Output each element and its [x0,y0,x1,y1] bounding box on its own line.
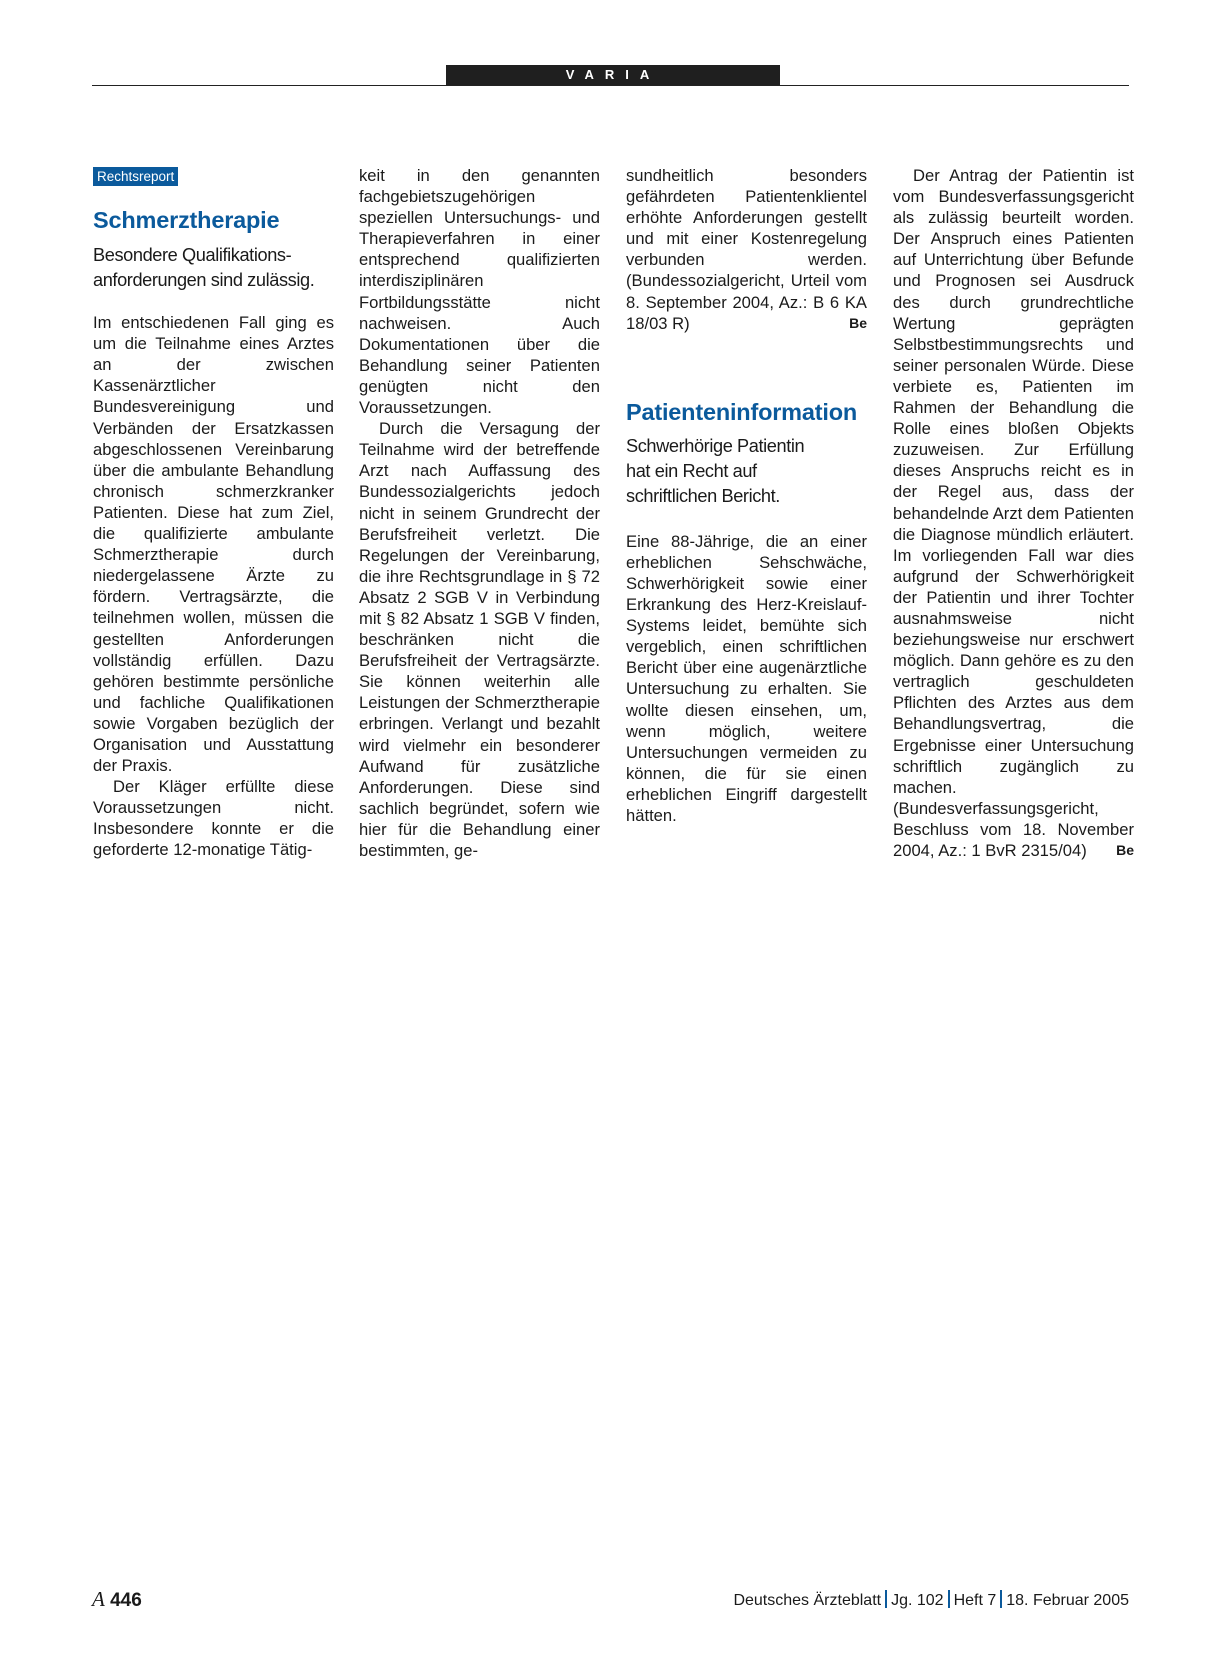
page-number-value: 446 [110,1590,142,1611]
article1-subtitle [93,243,334,292]
footer-citation [733,1590,1129,1610]
column-2 [359,165,600,861]
article2-signature: Be [1116,842,1134,859]
journal-name: Deutsches Ärzteblatt [733,1592,882,1609]
page-prefix: A [92,1587,105,1611]
journal-volume: Jg. 102 [891,1592,944,1609]
column-4 [893,165,1134,861]
article1-signature: Be [849,314,867,331]
footer-separator [948,1590,950,1608]
article2-paragraph1: Eine 88-Jährige, die an einer erheblichen Sehschwäche, Schwerhörigkeit sowie einer Erkrankung des Herz-Kreislauf-Systems leidet, bemühte sich vergeblich, einen schriftlichen Bericht über eine augenärztliche Untersuchung zu erhalten. Sie wollte diesen einsehen, um, wenn möglich, weitere Untersuchungen vermeiden zu können, die für sie einen erheblichen Eingriff dargestellt hätten. [626,531,867,825]
article1-paragraph3-part1: Durch die Versagung der Teilnahme wird der betreffende Arzt nach Auffassung des Bundessozialgerichts jedoch nicht in seinem Grundrecht der Berufsfreiheit verletzt. Die Regelungen der Vereinbarung, die ihre Rechtsgrundlage in § 72 Absatz 2 SGB V in Verbindung mit § 82 Absatz 1 SGB V finden, beschränken nicht die Berufsfreiheit der Vertragsärzte. Sie können weiterhin alle Leistungen der Schmerztherapie erbringen. Verlangt und bezahlt wird vielmehr ein besonderer Aufwand für zusätzliche Anforderungen. Diese sind sachlich begründet, sofern wie hier für die Behandlung einer bestimmten, ge- [359,419,600,860]
journal-issue: Heft 7 [953,1592,997,1609]
article2-title: Patienteninformation [626,398,858,425]
article1-paragraph2-part2: keit in den genannten fachgebietszugehörigen speziellen Untersuchungs- und Therapieverfahren in einer entsprechend qualifizierten interdisziplinären Fortbildungsstätte nicht nachweisen. Auch Dokumentationen über die Behandlung seiner Patienten genügten nicht den Voraussetzungen. [359,166,600,418]
header-rule [92,85,1129,86]
article1-title: Schmerztherapie [93,207,280,234]
journal-date: 18. Februar 2005 [1006,1592,1129,1609]
rubric-tag: Rechtsreport [93,167,178,186]
article2-subtitle-line1: Schwerhörige Patientin [626,435,805,456]
article2-subtitle-line3: schriftlichen Bericht. [626,485,780,506]
footer-separator [885,1590,887,1608]
column-1 [93,165,334,861]
article1-subtitle-line2: anforderungen sind zulässig. [93,269,315,290]
article1-subtitle-line1: Besondere Qualifikations- [93,245,292,266]
section-header: VARIA [446,65,780,85]
article2-subtitle-line2: hat ein Recht auf [626,460,757,481]
column-3 [626,165,867,826]
article1-paragraph2-part1: Der Kläger erfüllte diese Voraussetzungen nicht. Insbesondere konnte er die geforderte 12-monatige Tätig- [93,777,334,860]
page-number [92,1587,142,1612]
footer-separator [1000,1590,1002,1608]
article1-paragraph1: Im entschiedenen Fall ging es um die Teilnahme eines Arztes an der zwischen Kassenärztlicher Bundesvereinigung und Verbänden der Ersatzkassen abgeschlossenen Vereinbarung über die ambulante Behandlung chronisch schmerzkranker Patienten. Diese hat zum Ziel, die qualifizierte ambulante Schmerztherapie durch niedergelassene Ärzte zu fördern. Vertragsärzte, die teilnehmen wollen, müssen die gestellten Anforderungen vollständig erfüllen. Dazu gehören bestimmte persönliche und fachliche Qualifikationen sowie Vorgaben bezüglich der Organisation und Ausstattung der Praxis. [93,313,334,776]
article2-subtitle [626,434,867,509]
article2-paragraph2: Der Antrag der Patientin ist vom Bundesverfassungsgericht als zulässig beurteilt worden. Der Anspruch eines Patienten auf Unterrichtung über Befunde und Prognosen sei Ausdruck des durch grundrechtliche Wertung geprägten Selbstbestimmungsrechts und seiner personalen Würde. Diese verbiete es, Patienten im Rahmen der Behandlung die Rolle eines bloßen Objekts zuzuweisen. Zur Erfüllung dieses Anspruchs reicht es in der Regel aus, dass der behandelnde Arzt dem Patienten die Diagnose mündlich erläutert. Im vorliegenden Fall war dies aufgrund der Schwerhörigkeit der Patientin und ihrer Tochter ausnahmsweise nicht beziehungsweise nur erschwert möglich. Dann gehöre es zu den vertraglich geschuldeten Pflichten des Arztes aus dem Behandlungsvertrag, die Ergebnisse einer Untersuchung schriftlich zugänglich zu machen. (Bundesverfassungsgericht, Beschluss vom 18. November 2004, Az.: 1 BvR 2315/04) [893,166,1134,860]
article1-paragraph3-part2: sundheitlich besonders gefährdeten Patientenklientel erhöhte Anforderungen gestellt und mit einer Kostenregelung verbunden werden. (Bundessozialgericht, Urteil vom 8. September 2004, Az.: B 6 KA 18/03 R) [626,166,867,333]
